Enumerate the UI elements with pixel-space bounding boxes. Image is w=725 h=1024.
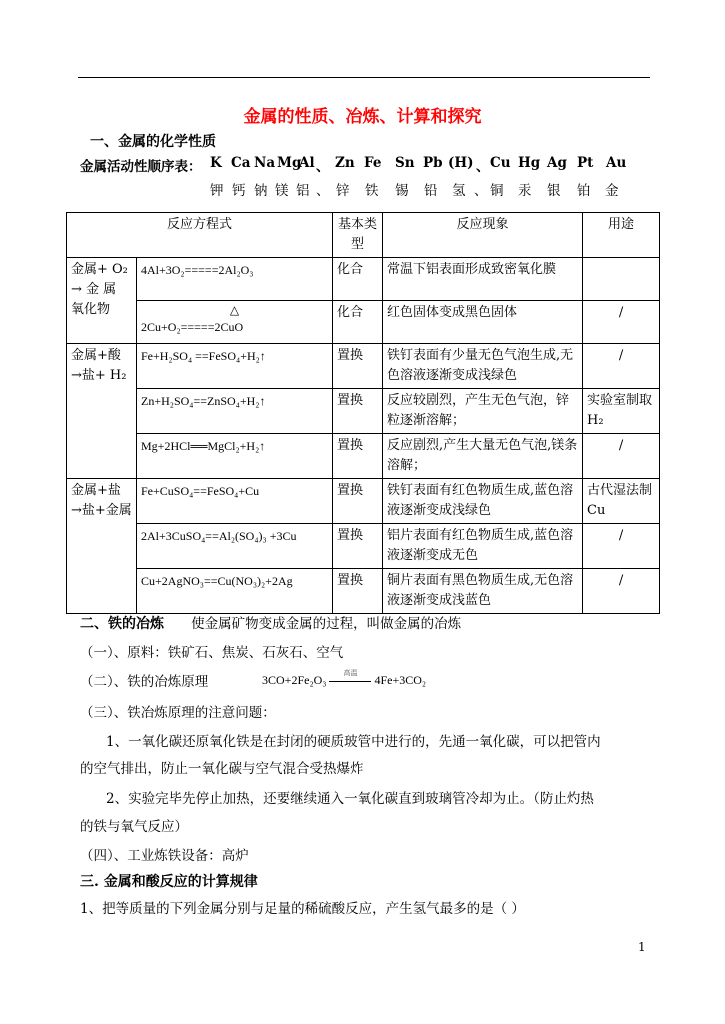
- group-label-acid: 金属+酸 →盐+ H₂: [67, 344, 137, 479]
- use-cell: [583, 258, 660, 301]
- type-cell: 置换: [333, 434, 383, 479]
- raw-materials: （一）、原料：铁矿石、焦炭、石灰石、空气: [80, 645, 344, 661]
- note1-line2: 的空气排出，防止一氧化碳与空气混合受热爆炸: [80, 761, 364, 777]
- use-cell: /: [583, 569, 660, 614]
- series-name: 铂: [577, 183, 591, 199]
- table-row: [67, 389, 660, 434]
- table-row: [67, 569, 660, 614]
- page-number: 1: [638, 940, 646, 954]
- series-symbol: Al: [299, 155, 315, 171]
- activity-series-label: 金属活动性顺序表：: [80, 159, 202, 175]
- series-symbol: Sn: [395, 155, 415, 171]
- phenomenon-cell: 反应较剧烈，产生无色气泡，锌粒逐渐溶解；: [383, 389, 583, 434]
- smelting-definition: 使金属矿物变成金属的过程，叫做金属的冶炼: [191, 616, 462, 632]
- equation-cell: Cu+2AgNO₃==Cu(NO₃)₂+2Ag: [137, 569, 333, 614]
- phenomenon-cell: 铝片表面有红色物质生成,蓝色溶液逐渐变成无色: [383, 524, 583, 569]
- series-symbol: Na: [254, 155, 276, 171]
- series-symbol: Mg: [277, 155, 302, 171]
- type-cell: 置换: [333, 479, 383, 524]
- phenomenon-cell: 常温下铝表面形成致密氧化膜: [383, 258, 583, 301]
- series-symbol: K: [210, 155, 222, 171]
- principle-label: （二）、铁的冶炼原理: [80, 674, 209, 690]
- group-label-oxygen: 金属+ O₂ → 金 属 氧化物: [67, 258, 137, 344]
- header-type: 基本类型: [333, 213, 383, 258]
- reaction-line: [329, 681, 371, 682]
- high-temp-condition: 高温: [343, 669, 358, 678]
- series-name: 汞: [518, 183, 532, 199]
- series-name: 、: [474, 183, 488, 199]
- series-name: 氢: [452, 183, 466, 199]
- section1-heading: 一、金属的化学性质: [90, 134, 216, 150]
- series-symbol: Ca: [231, 155, 251, 171]
- phenomenon-cell: 反应剧烈,产生大量无色气泡,镁条溶解；: [383, 434, 583, 479]
- table-row: [67, 479, 660, 524]
- series-symbol: Fe: [364, 155, 382, 171]
- use-cell: /: [583, 301, 660, 344]
- series-name: 金: [605, 183, 619, 199]
- type-cell: 化合: [333, 301, 383, 344]
- page-title: 金属的性质、冶炼、计算和探究: [243, 107, 482, 127]
- header-use: 用途: [583, 213, 660, 258]
- header-phenomenon: 反应现象: [383, 213, 583, 258]
- table-row: [67, 434, 660, 479]
- series-name: 钾: [210, 183, 224, 199]
- series-symbol: (H): [448, 155, 474, 171]
- table-row: [67, 258, 660, 301]
- series-name: 钙: [232, 183, 246, 199]
- phenomenon-cell: 铁钉表面有红色物质生成,蓝色溶液逐渐变成浅绿色: [383, 479, 583, 524]
- series-name: 锡: [395, 183, 409, 199]
- type-cell: 置换: [333, 524, 383, 569]
- equation-cell: [137, 301, 333, 344]
- type-cell: 置换: [333, 389, 383, 434]
- activity-series-names: [0, 179, 725, 199]
- group-label-salt: 金属+盐 →盐+金属: [67, 479, 137, 614]
- series-symbol: Ag: [547, 155, 567, 171]
- header-equation: 反应方程式: [67, 213, 333, 258]
- principle-equation: [262, 669, 427, 688]
- note1-line1: 1、一氧化碳还原氧化铁是在封闭的硬质玻管中进行的，先通一氧化碳，可以把管内: [106, 734, 601, 750]
- series-name: 钠: [254, 183, 268, 199]
- use-cell: 实验室制取H₂: [583, 389, 660, 434]
- note2-line2: 的铁与氧气反应）: [80, 819, 188, 835]
- series-name: 铜: [490, 183, 504, 199]
- header-rule: [78, 77, 650, 78]
- series-name: 、: [316, 183, 330, 199]
- equation-cell: 2Al+3CuSO₄==Al₂(SO₄)₃ +3Cu: [137, 524, 333, 569]
- reaction-arrow-icon: [329, 669, 371, 688]
- section2-heading-line: [80, 612, 461, 633]
- equation-cell: Fe+CuSO₄==FeSO₄+Cu: [137, 479, 333, 524]
- series-symbol: Au: [606, 155, 627, 171]
- use-cell: /: [583, 344, 660, 389]
- principle-products: 4Fe+3CO₂: [374, 673, 427, 687]
- phenomenon-cell: 红色固体变成黑色固体: [383, 301, 583, 344]
- series-symbol: Cu: [490, 155, 511, 171]
- equation-cell: Fe+H₂SO₄ ==FeSO₄+H₂↑: [137, 344, 333, 389]
- use-cell: /: [583, 434, 660, 479]
- principle-reactants: 3CO+2Fe₂O₃: [262, 673, 327, 687]
- series-name: 镁: [275, 183, 289, 199]
- equation-cell: Zn+H₂SO₄==ZnSO₄+H₂↑: [137, 389, 333, 434]
- equation-text: 2Cu+O₂=====2CuO: [141, 320, 244, 334]
- series-symbol: 、: [316, 159, 330, 175]
- notes-label: （三）、铁冶炼原理的注意问题：: [80, 705, 276, 721]
- series-symbol: Hg: [518, 155, 541, 171]
- question-1: 1、把等质量的下列金属分别与足量的稀硫酸反应，产生氢气最多的是（ ）: [80, 901, 525, 917]
- series-symbol: Zn: [335, 155, 355, 171]
- series-name: 铁: [365, 183, 379, 199]
- series-symbol: Pt: [577, 155, 594, 171]
- table-header-row: [67, 213, 660, 258]
- type-cell: 化合: [333, 258, 383, 301]
- series-symbol: Pb: [423, 155, 443, 171]
- equation-cell: Mg+2HCl══MgCl₂+H₂↑: [137, 434, 333, 479]
- type-cell: 置换: [333, 569, 383, 614]
- table-row: [67, 344, 660, 389]
- phenomenon-cell: 铁钉表面有少量无色气泡生成,无色溶液逐渐变成浅绿色: [383, 344, 583, 389]
- phenomenon-cell: 铜片表面有黑色物质生成,无色溶液逐渐变成浅蓝色: [383, 569, 583, 614]
- furnace-equipment: （四）、工业炼铁设备：高炉: [80, 848, 249, 864]
- use-cell: /: [583, 524, 660, 569]
- activity-series-symbols: [0, 155, 725, 175]
- section2-heading: 二、铁的冶炼: [80, 616, 164, 632]
- series-symbol: 、: [476, 159, 490, 175]
- equation-cell: 4Al+3O₂=====2Al₂O₃: [137, 258, 333, 301]
- series-name: 银: [547, 183, 561, 199]
- table-row: [67, 301, 660, 344]
- section3-heading: 三. 金属和酸反应的计算规律: [80, 874, 258, 890]
- table-row: [67, 524, 660, 569]
- use-cell: 古代湿法制 Cu: [583, 479, 660, 524]
- note2-line1: 2、实验完毕先停止加热，还要继续通入一氧化碳直到玻璃管冷却为止。（防止灼热: [106, 791, 594, 807]
- type-cell: 置换: [333, 344, 383, 389]
- series-name: 铅: [424, 183, 438, 199]
- heat-condition: △: [229, 303, 240, 317]
- series-name: 铝: [296, 183, 310, 199]
- reaction-table: [66, 212, 660, 614]
- series-name: 锌: [336, 183, 350, 199]
